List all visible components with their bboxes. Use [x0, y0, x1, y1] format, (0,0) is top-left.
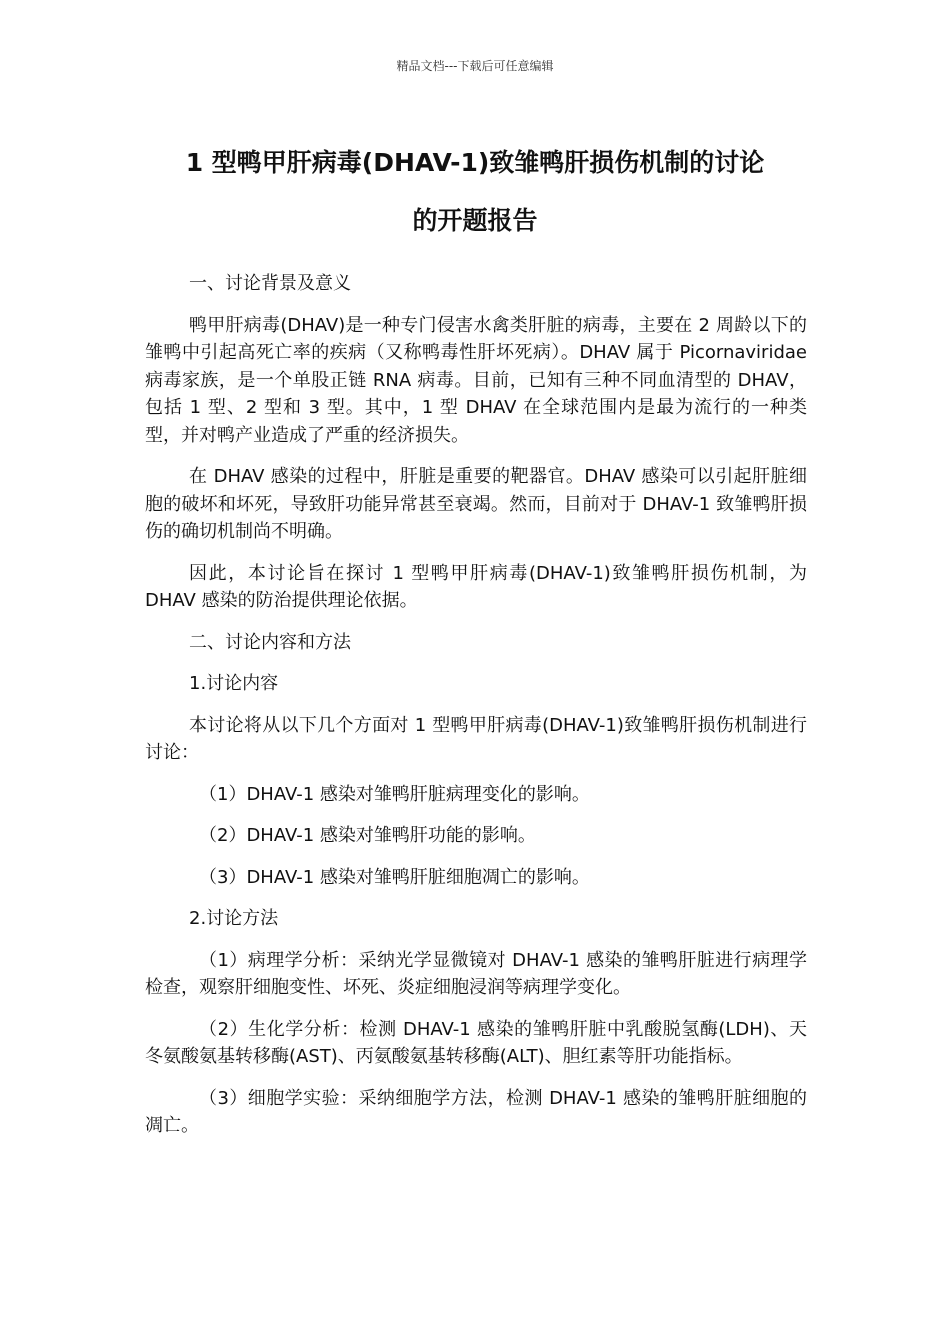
- method-item-2: （2）生化学分析：检测 DHAV-1 感染的雏鸭肝脏中乳酸脱氢酶(LDH)、天冬氨酸氨基转移酶(AST)、丙氨酸氨基转移酶(ALT)、胆红素等肝功能指标。: [145, 1018, 807, 1067]
- section-heading-content-methods: 二、讨论内容和方法: [189, 631, 351, 653]
- content-item-3: （3）DHAV-1 感染对雏鸭肝脏细胞凋亡的影响。: [199, 866, 590, 888]
- paragraph-dhav-intro: 鸭甲肝病毒(DHAV)是一种专门侵害水禽类肝脏的病毒，主要在 2 周龄以下的雏鸭中引起高死亡率的疾病（又称鸭毒性肝坏死病）。DHAV 属于 Picornaviridae 病毒家族，是一个单股正链 RNA 病毒。目前，已知有三种不同血清型的 DHAV，包括 1 型、2 型和 3 型。其中，1 型 DHAV 在全球范围内是最为流行的一种类型，并对鸭产业造成了严重的经济损失。: [145, 314, 807, 446]
- content-item-2: （2）DHAV-1 感染对雏鸭肝功能的影响。: [199, 825, 536, 846]
- paragraph-liver-target: 在 DHAV 感染的过程中，肝脏是重要的靶器官。DHAV 感染可以引起肝脏细胞的破坏和坏死，导致肝功能异常甚至衰竭。然而，目前对于 DHAV-1 致雏鸭肝损伤的确切机制尚不明确。: [145, 466, 807, 542]
- document-title: [140, 134, 810, 250]
- page-header-watermark: 精品文档---下载后可任意编辑: [396, 59, 554, 73]
- section-heading-background: 一、讨论背景及意义: [189, 273, 351, 294]
- title-line-1: 1 型鸭甲肝病毒(DHAV-1)致雏鸭肝损伤机制的讨论: [185, 148, 765, 177]
- title-line-2: 的开题报告: [412, 206, 538, 235]
- method-item-1: （1）病理学分析：采纳光学显微镜对 DHAV-1 感染的雏鸭肝脏进行病理学检查，观察肝细胞变性、坏死、炎症细胞浸润等病理学变化。: [145, 949, 807, 998]
- method-item-3: （3）细胞学实验：采纳细胞学方法，检测 DHAV-1 感染的雏鸭肝脏细胞的凋亡。: [145, 1087, 807, 1136]
- paragraph-purpose: 因此，本讨论旨在探讨 1 型鸭甲肝病毒(DHAV-1)致雏鸭肝损伤机制，为 DHAV 感染的防治提供理论依据。: [145, 562, 807, 611]
- subheading-content: 1.讨论内容: [189, 673, 279, 694]
- content-item-1: （1）DHAV-1 感染对雏鸭肝脏病理变化的影响。: [199, 783, 590, 805]
- subheading-methods: 2.讨论方法: [189, 908, 279, 929]
- paragraph-content-intro: 本讨论将从以下几个方面对 1 型鸭甲肝病毒(DHAV-1)致雏鸭肝损伤机制进行讨论：: [145, 714, 807, 763]
- document-body: [145, 270, 807, 1154]
